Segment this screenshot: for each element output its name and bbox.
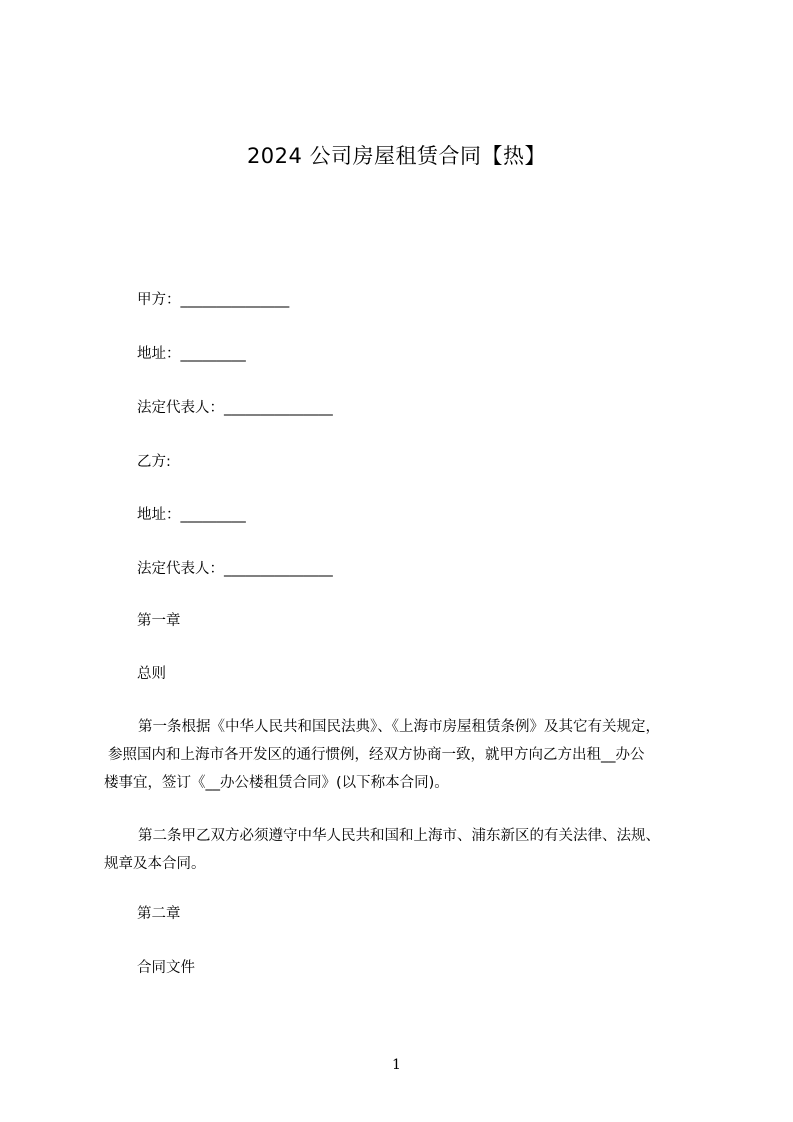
- party-b-label: 乙方:: [137, 454, 171, 470]
- chapter-1-title: 总则: [137, 666, 166, 682]
- party-a-address: 地址：_________: [137, 346, 246, 362]
- chapter-2-title: 合同文件: [137, 960, 195, 976]
- article-1-line-3: 楼事宜，签订《__办公楼租赁合同》(以下称本合同)。: [104, 775, 449, 791]
- article-2-paragraph: [104, 822, 704, 878]
- party-a-representative: 法定代表人：_______________: [137, 400, 333, 416]
- page-number: 1: [392, 1057, 401, 1073]
- article-2-line-2: 规章及本合同。: [104, 856, 206, 872]
- party-b-address: 地址：_________: [137, 507, 246, 523]
- chapter-2-heading: 第二章: [137, 906, 181, 922]
- article-1-line-1: 第一条根据《中华人民共和国民法典》、《上海市房屋租赁条例》及其它有关规定，: [138, 719, 660, 735]
- party-a-label: 甲方：_______________: [137, 292, 290, 308]
- article-2-line-1: 第二条甲乙双方必须遵守中华人民共和国和上海市、浦东新区的有关法律、法规、: [138, 828, 660, 844]
- article-1-line-2: 参照国内和上海市各开发区的通行惯例，经双方协商一致，就甲方向乙方出租__办公: [108, 747, 645, 763]
- party-b-representative: 法定代表人：_______________: [137, 561, 333, 577]
- article-1-paragraph: [104, 713, 704, 797]
- chapter-1-heading: 第一章: [137, 613, 181, 629]
- document-title: 2024 公司房屋租赁合同【热】: [246, 144, 547, 168]
